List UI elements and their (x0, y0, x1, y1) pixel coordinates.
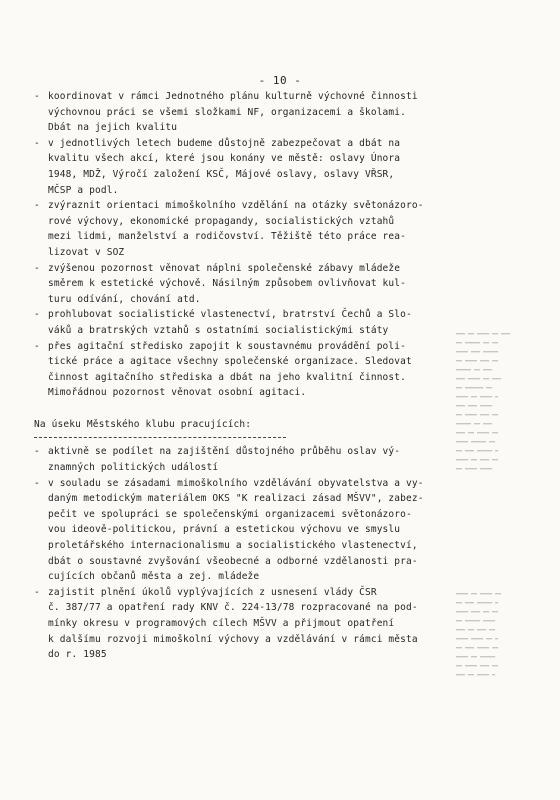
bullet-dash: - (34, 262, 40, 274)
bullet-item (34, 585, 514, 663)
text-line: mínky okresu v programových cílech MŠVV a přijmout opatření (48, 618, 395, 629)
text-line: zvýšenou pozornost věnovat náplni společenské zábavy mládeže (48, 262, 401, 274)
text-line: č. 387/77 a opatření rady KNV č. 224-13/78 rozpracované na pod- (48, 602, 418, 614)
text-line: Dbát na jejich kvalitu (48, 122, 178, 134)
text-line: MČSP a podl. (48, 184, 119, 196)
text-line: v souladu se zásadami mimoškolního vzdělávání obyvatelstva a vy- (48, 477, 424, 489)
section-heading: Na úseku Městského klubu pracujících: (34, 418, 252, 430)
text-line: přes agitační středisko zapojit k soustavnému provádění poli- (48, 340, 407, 352)
bullet-item (34, 198, 514, 260)
bullet-dash: - (34, 137, 40, 149)
bullet-item (34, 136, 514, 198)
bullet-item (34, 89, 514, 136)
bullet-dash: - (34, 586, 40, 598)
heading-underline (34, 432, 286, 438)
text-line: kvalitu všech akcí, které jsou konány ve městě: oslavy Února (48, 153, 401, 165)
document-body (34, 89, 514, 663)
bleed-through-text: ▬▬▬ ▬▬ ▬▬▬▬ ▬▬ ▬▬▬ ▬▬ ▬▬▬▬▬ ▬▬ ▬▬ ▬▬▬▬ ▬▬▬ ▬▬▬▬▬ ▬▬ ▬▬▬▬ ▬▬▬ ▬▬ ▬▬▬▬▬ ▬▬ ▬▬▬ ▬▬▬ ▬▬▬▬ ▬▬ ▬▬▬ ▬▬ ▬▬▬▬▬▬ ▬▬ ▬▬▬▬ ▬▬ ▬▬▬▬ ▬ ▬▬▬ ▬▬▬ ▬▬▬▬ ▬▬ ▬▬▬▬ ▬▬▬ ▬▬ ▬▬▬▬▬ ▬▬ ▬▬▬ ▬▬▬ ▬▬ ▬▬▬▬ ▬▬ ▬▬▬▬ ▬▬▬▬▬ ▬▬ ▬▬ ▬▬▬ ▬▬▬▬▬ ▬ ▬▬▬▬ ▬▬ ▬▬▬ ▬▬ ▬▬ ▬▬▬▬ ▬▬▬▬ (456, 331, 511, 472)
text-line: turu odívání, chování atd. (48, 293, 201, 305)
text-line: tické práce a agitace všechny společenské organizace. Sledovat (48, 356, 412, 368)
text-line: rové výchovy, ekonomické propagandy, socialistických vztahů (48, 215, 395, 227)
task-list-general (34, 89, 514, 401)
text-line: proletářského internacionalismu a socialistického vlastenectví, (48, 540, 418, 552)
bullet-item (34, 476, 514, 585)
text-line: činnost agitačního střediska a dbát na jeho kvalitní činnost. (48, 371, 407, 383)
bullet-dash: - (34, 477, 40, 489)
text-line: aktivně se podílet na zajištění důstojného průběhu oslav vý- (48, 446, 401, 458)
text-line: do r. 1985 (48, 649, 107, 661)
text-line: mezi lidmi, manželství a rodičovství. Těžiště této práce rea- (48, 231, 407, 243)
bullet-item (34, 444, 514, 475)
text-line: cujících občanů města a zej. mládeže (48, 571, 260, 583)
bullet-dash: - (34, 91, 40, 102)
bullet-dash: - (34, 200, 40, 212)
text-line: daným metodickým materiálem OKS "K realizaci zásad MŠVV", zabez- (48, 493, 424, 505)
text-line: zvýraznit orientaci mimoškolního vzdělání na otázky světonázoro- (48, 200, 424, 212)
text-line: dbát o soustavné zvyšování všeobecné a odborné vzdělanosti pra- (48, 555, 418, 567)
bullet-item (34, 261, 514, 308)
bullet-dash: - (34, 309, 40, 321)
text-line: pečit ve spolupráci se společenskými organizacemi světonázoro- (48, 508, 412, 520)
text-line: k dalšímu rozvoji mimoškolní výchovy a vzdělávání v rámci města (48, 633, 418, 645)
page-number: - 10 - (258, 74, 302, 87)
text-line: koordinovat v rámci Jednotného plánu kulturně výchovné činnosti (48, 91, 418, 102)
text-line: výchovnou práci se všemi složkami NF, organizacemi a školami. (48, 106, 407, 118)
text-line: prohlubovat socialistické vlastenectví, bratrství Čechů a Slo- (48, 309, 412, 321)
text-line: znamných politických událostí (48, 462, 219, 474)
bullet-item (34, 307, 514, 338)
text-line: lizovat v SOZ (48, 246, 125, 258)
bleed-through-text: ▬▬▬▬ ▬▬ ▬▬▬▬ ▬▬ ▬▬ ▬▬▬ ▬▬▬▬▬ ▬ ▬▬▬▬ ▬▬▬ ▬▬ ▬▬ ▬▬ ▬▬▬▬▬ ▬▬▬▬ ▬▬▬ ▬▬ ▬▬▬ ▬▬ ▬▬▬▬ ▬▬▬▬ ▬▬ ▬ ▬▬ ▬▬▬ ▬▬▬▬ ▬▬ ▬▬▬▬ ▬▬ ▬▬▬▬▬ ▬▬ ▬▬▬▬ ▬▬▬ ▬▬ ▬▬▬ ▬▬ ▬▬▬▬ ▬ (456, 591, 502, 678)
text-line: vou ideově-politickou, právní a estetickou výchovu ve smyslu (48, 524, 401, 536)
text-line: 1948, MDŽ, Výročí založení KSČ, Májové oslavy, oslavy VŘSR, (48, 168, 395, 180)
text-line: váků a bratrských vztahů s ostatními socialistickými státy (48, 324, 389, 336)
text-line: směrem k estetické výchově. Násilným způsobem ovlivňovat kul- (48, 278, 407, 290)
bullet-dash: - (34, 446, 40, 458)
text-line: v jednotlivých letech budeme důstojně zabezpečovat a dbát na (48, 137, 401, 149)
task-list-club (34, 444, 514, 662)
text-line: Mimořádnou pozornost věnovat osobní agitaci. (48, 387, 307, 399)
text-line: zajistit plnění úkolů vyplývajících z usnesení vlády ČSR (48, 586, 377, 598)
bullet-item (34, 339, 514, 401)
bullet-dash: - (34, 340, 40, 352)
